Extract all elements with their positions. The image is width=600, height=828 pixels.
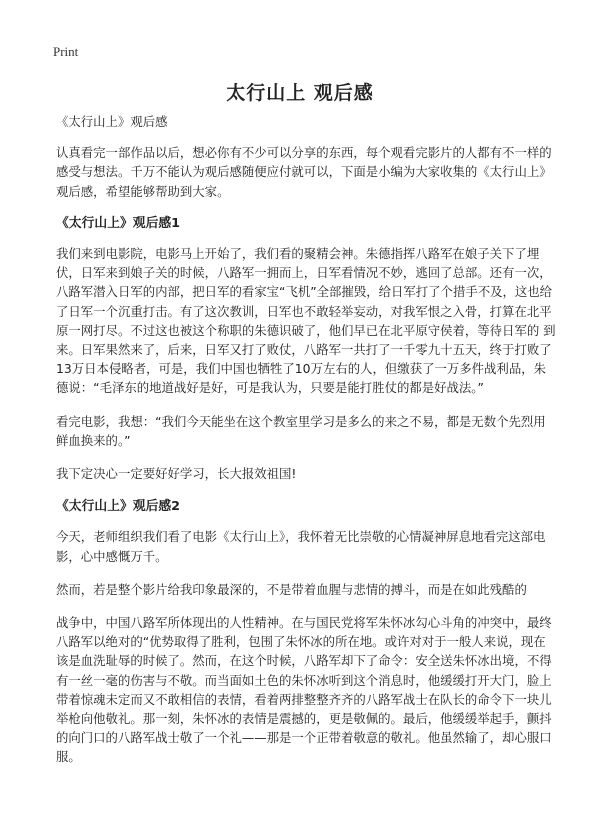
section-heading-2: 《太行山上》观后感2	[56, 499, 181, 515]
section-heading-1: 《太行山上》观后感1	[56, 215, 181, 231]
section-1-paragraph-3: 我下定决心一定要好好学习，长大报效祖国!	[56, 466, 297, 482]
article-body	[56, 112, 556, 777]
section-1-paragraph-2: 看完电影，我想：“我们今天能坐在这个教室里学习是多么的来之不易，都是无数个先烈用鲜血换来的。”	[56, 413, 546, 448]
section-2-paragraph-2: 然而，若是整个影片给我印象最深的，不是带着血腥与悲情的搏斗，而是在如此残酷的	[56, 581, 527, 597]
section-2-paragraph-1: 今天，老师组织我们看了电影《太行山上》，我怀着无比崇敬的心情凝神屏息地看完这部电影，心中感慨万千。	[56, 529, 546, 564]
print-link[interactable]: Print	[53, 44, 79, 59]
intro-paragraph: 认真看完一部作品以后，想必你有不少可以分享的东西，每个观看完影片的人都有不一样的感受与想法。千万不能认为观后感随便应付就可以，下面是小编为大家收集的《太行山上》观后感，希望能够帮助到大家。	[56, 145, 552, 199]
article-subtitle: 《太行山上》观后感	[56, 114, 168, 129]
section-2-paragraph-3: 战争中，中国八路军所体现出的人性精神。在与国民党将军朱怀冰勾心斗角的冲突中，最终八路军以绝对的“优势取得了胜利，包围了朱怀冰的所在地。或许对对于一般人来说，现在该是血洗耻辱的时候了。然而，在这个时候，八路军却下了命令：安全送朱怀冰出境，不得有一丝一毫的伤害与不敬。而当面如土色的朱怀冰听到这个消息时，他缓缓打开大门，脸上带着惊魂未定而又不敢相信的表情，看着两排整整齐齐的八路军战士在队长的命令下一块儿举枪向他敬礼。那一刻，朱怀冰的表情是震撼的，更是敬佩的。最后，他缓缓举起手，颤抖的向门口的八路军战士敬了一个礼——那是一个正带着敬意的敬礼。他虽然输了，却心服口服。	[56, 615, 552, 765]
section-1-paragraph-1: 我们来到电影院，电影马上开始了，我们看的聚精会神。朱德指挥八路军在娘子关下了埋伏，日军来到娘子关的时候，八路军一拥而上，日军看情况不妙，逃回了总部。还有一次，八路军潜入日军的内部，把日军的看家宝“飞机”全部摧毁，给日军打了个措手不及，这也给了日军一个沉重打击。有了这次教训，日军也不敢轻举妄动，对我军恨之入骨，打算在北平原一网打尽。不过这也被这个称职的朱德识破了，他们早已在北平原守侯着，等待日军的 到来。日军果然来了，后来，日军又打了败仗，八路军一共打了一千零九十五天，终于打败了13万日本侵略者，可是，我们中国也牺牲了10万左右的人，但缴获了一万多件战利品，朱德说：“毛泽东的地道战好是好，可是我认为，只要是能打胜仗的都是好战法。”	[56, 246, 556, 396]
page-title: 太行山上 观后感	[226, 82, 374, 104]
